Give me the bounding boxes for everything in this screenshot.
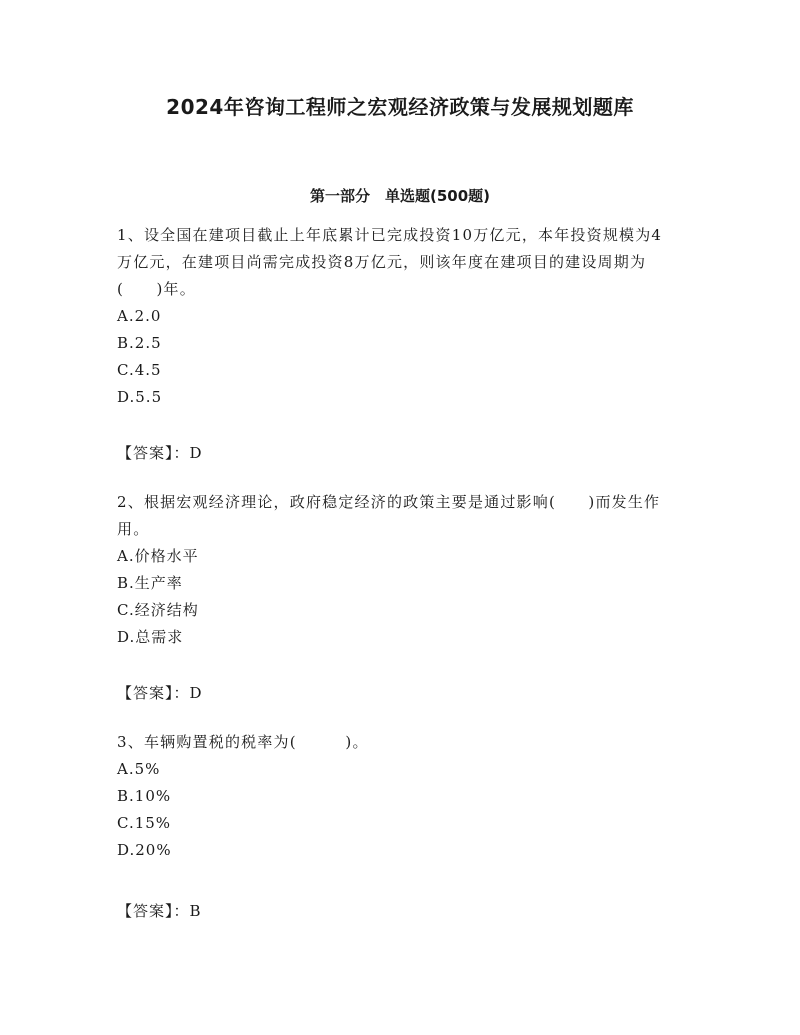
question-2-option-c: C.经济结构 — [117, 601, 199, 619]
question-2-option-b: B.生产率 — [117, 574, 183, 592]
question-3-option-d: D.20% — [117, 841, 172, 859]
document-title: 2024年咨询工程师之宏观经济政策与发展规划题库 — [166, 95, 634, 119]
question-2-text: 2、根据宏观经济理论，政府稳定经济的政策主要是通过影响( )而发生作用。 — [117, 493, 661, 538]
question-2 — [117, 489, 677, 707]
answer-label: 【答案】： — [117, 684, 190, 702]
question-list — [117, 222, 677, 947]
answer-label: 【答案】： — [117, 902, 190, 920]
question-2-answer-value: D — [189, 684, 203, 702]
question-3-answer-value: B — [189, 902, 202, 920]
question-1 — [117, 222, 677, 467]
question-1-option-d: D.5.5 — [117, 388, 163, 406]
question-1-option-a: A.2.0 — [117, 307, 162, 325]
question-3-option-c: C.15% — [117, 814, 172, 832]
question-3-option-a: A.5% — [117, 760, 161, 778]
question-1-answer — [117, 440, 677, 467]
question-1-text: 1、设全国在建项目截止上年底累计已完成投资10万亿元，本年投资规模为4万亿元，在建项目尚需完成投资8万亿元，则该年度在建项目的建设周期为( )年。 — [117, 226, 663, 298]
section-title: 第一部分 单选题(500题) — [309, 187, 491, 205]
question-3-answer — [117, 898, 677, 925]
question-2-option-d: D.总需求 — [117, 628, 184, 646]
question-2-option-a: A.价格水平 — [117, 547, 199, 565]
question-3-text: 3、车辆购置税的税率为( )。 — [117, 733, 369, 751]
question-3 — [117, 729, 677, 925]
answer-label: 【答案】： — [117, 444, 190, 462]
question-3-option-b: B.10% — [117, 787, 172, 805]
question-1-option-c: C.4.5 — [117, 361, 162, 379]
question-1-option-b: B.2.5 — [117, 334, 162, 352]
question-1-answer-value: D — [189, 444, 203, 462]
question-2-answer — [117, 680, 677, 707]
